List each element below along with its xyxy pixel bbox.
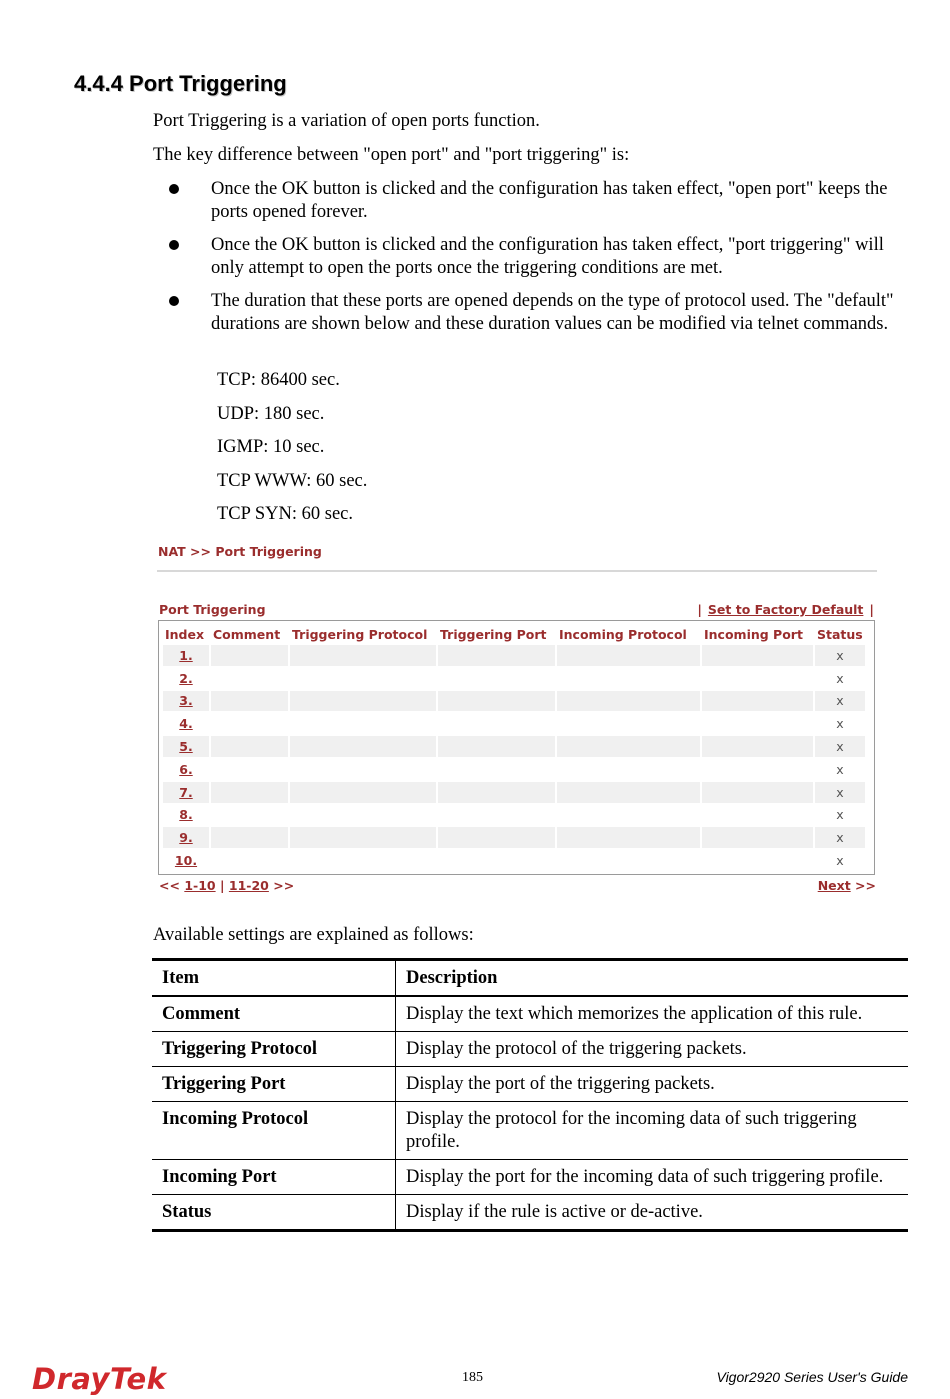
table-title: Port Triggering	[159, 602, 266, 617]
duration-tcp-syn: TCP SYN: 60 sec.	[217, 504, 354, 524]
table-row	[152, 996, 908, 1032]
factory-default-bar	[697, 602, 874, 617]
status-cell: x	[815, 827, 865, 848]
table-row	[163, 759, 865, 780]
port-triggering-screenshot	[155, 540, 880, 900]
pager-next-arrows: >>	[273, 878, 295, 893]
col-index: Index	[165, 626, 205, 642]
table-row	[163, 827, 865, 848]
col-triggering-protocol: Triggering Protocol	[292, 626, 428, 642]
duration-tcp: TCP: 86400 sec.	[217, 370, 340, 390]
table-row	[163, 691, 865, 712]
page-number: 185	[462, 1370, 483, 1385]
col-status: Status	[817, 626, 863, 642]
bullet-dot-icon	[169, 184, 179, 194]
index-link[interactable]: 6.	[179, 761, 193, 777]
description-cell: Display the protocol of the triggering packets.	[406, 1039, 747, 1059]
next-arrows: >>	[855, 878, 876, 893]
pagination	[159, 878, 294, 893]
table-row	[152, 1160, 908, 1195]
table-row	[152, 1195, 908, 1231]
next-link[interactable]: Next	[817, 878, 851, 893]
table-row	[152, 1102, 908, 1160]
status-cell: x	[815, 850, 865, 871]
status-cell: x	[815, 713, 865, 734]
page-link-11-20[interactable]: 11-20	[228, 878, 269, 893]
key-difference-paragraph: The key difference between "open port" and "port triggering" is:	[153, 145, 630, 165]
index-link[interactable]: 7.	[179, 784, 193, 800]
table-row	[163, 713, 865, 734]
col-incoming-port: Incoming Port	[704, 626, 803, 642]
index-link[interactable]: 3.	[179, 693, 193, 709]
separator: |	[697, 602, 702, 617]
status-cell: x	[815, 691, 865, 712]
bullet-item	[153, 178, 913, 224]
index-link[interactable]: 10.	[174, 853, 198, 869]
triggering-table-box	[158, 620, 875, 875]
duration-tcp-www: TCP WWW: 60 sec.	[217, 470, 368, 491]
header-description: Description	[406, 968, 498, 988]
breadcrumb: NAT >> Port Triggering	[158, 544, 322, 559]
draytek-logo: DrayTek	[32, 1362, 167, 1396]
available-settings-text: Available settings are explained as follows:	[153, 925, 474, 945]
divider	[157, 570, 877, 572]
table-row	[163, 782, 865, 803]
item-cell: Incoming Port	[152, 1160, 396, 1195]
separator: |	[869, 602, 874, 617]
table-row	[163, 850, 865, 871]
bullet-item	[153, 234, 913, 280]
section-heading: 4.4.4 Port Triggering	[74, 71, 287, 96]
bullet-item	[153, 290, 913, 336]
status-cell: x	[815, 805, 865, 826]
description-cell: Display if the rule is active or de-active.	[406, 1202, 703, 1222]
set-factory-default-link[interactable]: Set to Factory Default	[707, 602, 864, 617]
status-cell: x	[815, 736, 865, 757]
col-triggering-port: Triggering Port	[440, 626, 547, 642]
index-link[interactable]: 2.	[179, 670, 193, 686]
duration-igmp: IGMP: 10 sec.	[217, 437, 325, 457]
status-cell: x	[815, 759, 865, 780]
index-link[interactable]: 5.	[179, 739, 193, 755]
item-cell: Comment	[152, 996, 396, 1032]
index-link[interactable]: 1.	[179, 647, 193, 663]
settings-description-table	[152, 958, 908, 1232]
item-cell: Status	[152, 1195, 396, 1231]
guide-title: Vigor2920 Series User's Guide	[716, 1369, 908, 1385]
duration-udp: UDP: 180 sec.	[217, 403, 325, 424]
index-link[interactable]: 9.	[179, 830, 193, 846]
col-incoming-protocol: Incoming Protocol	[559, 626, 687, 642]
table-row	[163, 668, 865, 689]
table-row	[163, 736, 865, 757]
status-cell: x	[815, 668, 865, 689]
status-cell: x	[815, 645, 865, 666]
index-link[interactable]: 8.	[179, 807, 193, 823]
bullet-dot-icon	[169, 296, 179, 306]
bullet-dot-icon	[169, 240, 179, 250]
index-link[interactable]: 4.	[179, 716, 193, 732]
item-cell: Incoming Protocol	[152, 1102, 396, 1160]
bullet-text: Once the OK button is clicked and the configuration has taken effect, "port triggering" will only attempt to open the ports once the triggering conditions are met.	[211, 235, 884, 278]
intro-paragraph: Port Triggering is a variation of open ports function.	[153, 111, 540, 131]
triggering-table	[161, 623, 867, 873]
description-cell: Display the text which memorizes the application of this rule.	[406, 1004, 863, 1024]
header-item: Item	[152, 960, 396, 997]
pager-separator: |	[219, 878, 225, 893]
duration-list	[217, 369, 367, 537]
bullet-text: The duration that these ports are opened depends on the type of protocol used. The "default" durations are shown below and these duration values can be modified via telnet commands.	[211, 291, 894, 334]
status-cell: x	[815, 782, 865, 803]
table-row	[163, 805, 865, 826]
next-page	[818, 878, 876, 893]
page-link-1-10[interactable]: 1-10	[184, 878, 216, 893]
table-row	[152, 1067, 908, 1102]
description-cell: Display the port for the incoming data of such triggering profile.	[406, 1167, 884, 1187]
bullet-text: Once the OK button is clicked and the configuration has taken effect, "open port" keeps the ports opened forever.	[211, 179, 888, 222]
description-cell: Display the protocol for the incoming data of such triggering profile.	[406, 1109, 857, 1152]
col-comment: Comment	[213, 626, 281, 642]
item-cell: Triggering Port	[152, 1067, 396, 1102]
pager-prev-arrows: <<	[159, 878, 180, 893]
table-header-row	[152, 960, 908, 997]
item-cell: Triggering Protocol	[152, 1032, 396, 1067]
difference-bullet-list	[153, 178, 913, 346]
description-cell: Display the port of the triggering packets.	[406, 1074, 715, 1094]
table-row	[152, 1032, 908, 1067]
table-row	[163, 645, 865, 666]
